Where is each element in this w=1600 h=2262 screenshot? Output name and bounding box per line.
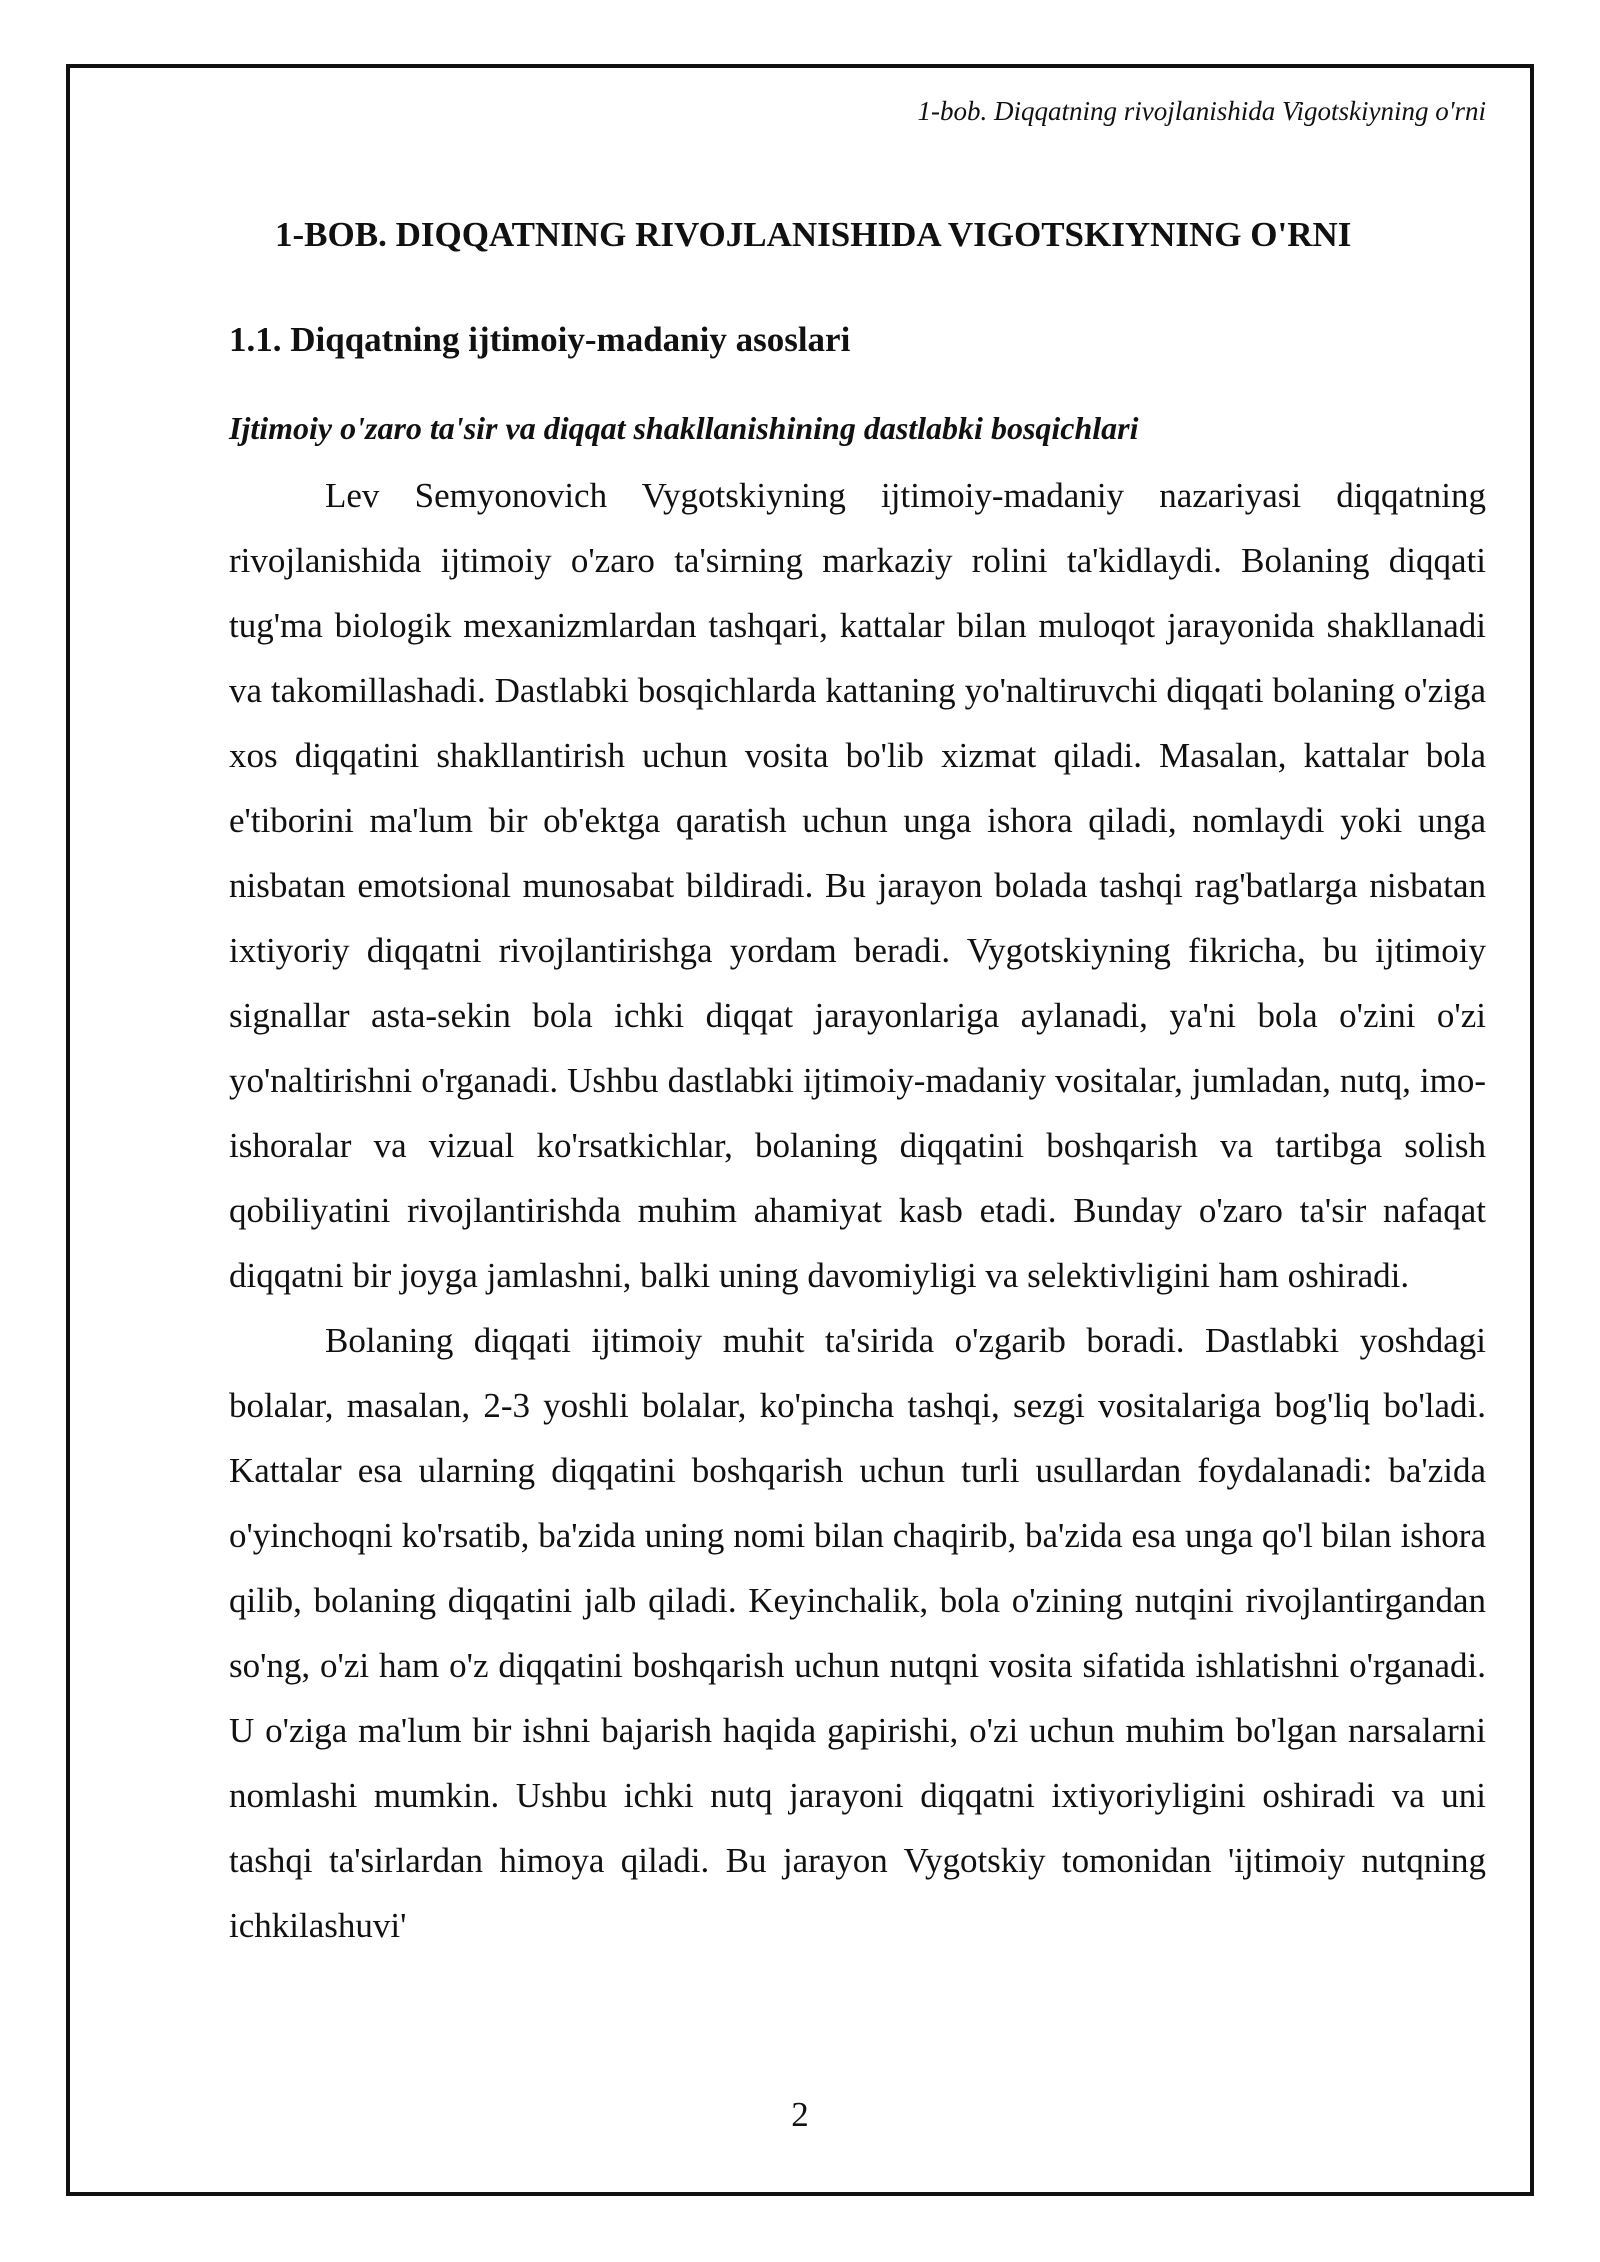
running-header: 1-bob. Diqqatning rivojlanishida Vigotskiyning o'rni — [917, 96, 1486, 126]
section-title: 1.1. Diqqatning ijtimoiy-madaniy asoslari — [229, 320, 851, 359]
body-paragraph: Bolaning diqqati ijtimoiy muhit ta'sirida o'zgarib boradi. Dastlabki yoshdagi bolalar, masalan, 2-3 yoshli bolalar, ko'pincha tashqi, sezgi vositalariga bog'liq bo'ladi. Kattalar esa ularning diqqatini boshqarish uchun turli usullardan foydalanadi: ba'zida o'yinchoqni ko'rsatib, ba'zida uning nomi bilan chaqirib, ba'zida esa unga qo'l bilan ishora qilib, bolaning diqqatini jalb qiladi. Keyinchalik, bola o'zining nutqini rivojlantirgandan so'ng, o'zi ham o'z diqqatini boshqarish uchun nutqni vosita sifatida ishlatishni o'rganadi. U o'ziga ma'lum bir ishni bajarish haqida gapirishi, o'zi uchun muhim bo'lgan narsalarni nomlashi mumkin. Ushbu ichki nutq jarayoni diqqatni ixtiyoriyligini oshiradi va uni tashqi ta'sirlardan himoya qiladi. Bu jarayon Vygotskiy tomonidan 'ijtimoiy nutqning ichkilashuvi' — [229, 1321, 1486, 1945]
page-content — [229, 210, 1486, 1958]
page-number: 2 — [791, 2095, 809, 2134]
body-paragraph: Lev Semyonovich Vygotskiyning ijtimoiy-madaniy nazariyasi diqqatning rivojlanishida ijtimoiy o'zaro ta'sirning markaziy rolini ta'kidlaydi. Bolaning diqqati tug'ma biologik mexanizmlardan tashqari, kattalar bilan muloqot jarayonida shakllanadi va takomillashadi. Dastlabki bosqichlarda kattaning yo'naltiruvchi diqqati bolaning o'ziga xos diqqatini shakllantirish uchun vosita bo'lib xizmat qiladi. Masalan, kattalar bola e'tiborini ma'lum bir ob'ektga qaratish uchun unga ishora qiladi, nomlaydi yoki unga nisbatan emotsional munosabat bildiradi. Bu jarayon bolada tashqi rag'batlarga nisbatan ixtiyoriy diqqatni rivojlantirishga yordam beradi. Vygotskiyning fikricha, bu ijtimoiy signallar asta-sekin bola ichki diqqat jarayonlariga aylanadi, ya'ni bola o'zini o'zi yo'naltirishni o'rganadi. Ushbu dastlabki ijtimoiy-madaniy vositalar, jumladan, nutq, imo-ishoralar va vizual ko'rsatkichlar, bolaning diqqatini boshqarish va tartibga solish qobiliyatini rivojlantirishda muhim ahamiyat kasb etadi. Bunday o'zaro ta'sir nafaqat diqqatni bir joyga jamlashni, balki uning davomiyligi va selektivligini ham oshiradi. — [229, 476, 1486, 1295]
chapter-title: 1-BOB. DIQQATNING RIVOJLANISHIDA VIGOTSKIYNING O'RNI — [275, 215, 1352, 254]
subsection-title: Ijtimoiy o'zaro ta'sir va diqqat shakllanishining dastlabki bosqichlari — [229, 410, 1139, 446]
